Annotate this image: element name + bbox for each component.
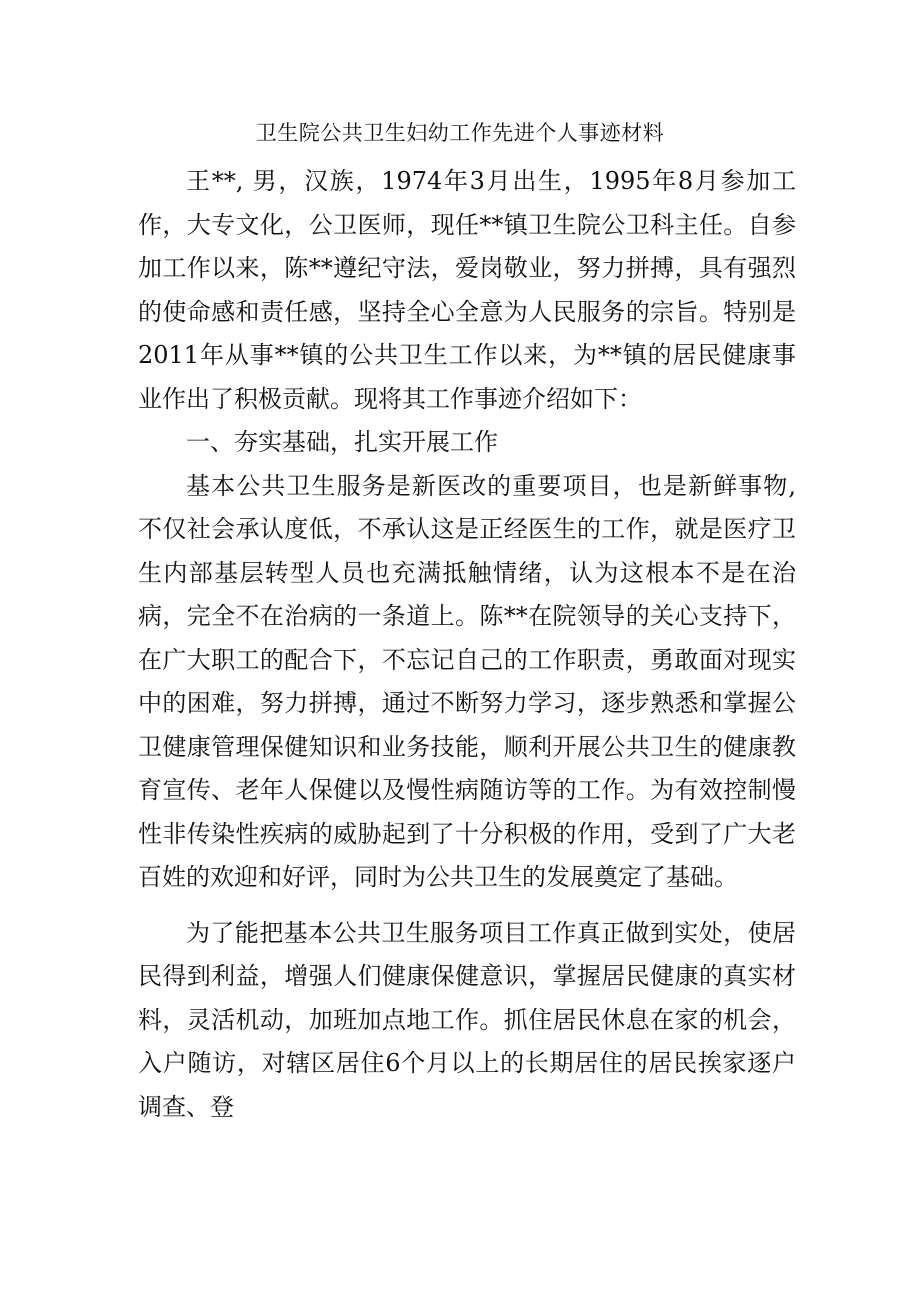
- paragraph-section-1-continued: 为了能把基本公共卫生服务项目工作真正做到实处，使居民得到利益，增强人们健康保健意识，掌握居民健康的真实材料，灵活机动，加班加点地工作。抓住居民休息在家的机会，入户随访，对辖区居住6个月以上的长期居住的居民挨家逐户调查、登: [138, 918, 796, 1121]
- document-body: [138, 160, 796, 1129]
- paragraph-intro: 王**, 男，汉族，1974年3月出生，1995年8月参加工作，大专文化，公卫医师，现任**镇卫生院公卫科主任。自参加工作以来，陈**遵纪守法，爱岗敬业，努力拼搏，具有强烈的使命感和责任感，坚持全心全意为人民服务的宗旨。特别是2011年从事**镇的公共卫生工作以来，为**镇的居民健康事业作出了积极贡献。现将其工作事迹介绍如下：: [138, 167, 796, 413]
- document-title: 卫生院公共卫生妇幼工作先进个人事迹材料: [255, 121, 665, 145]
- paragraph-section-1: 基本公共卫生服务是新医改的重要项目，也是新鲜事物, 不仅社会承认度低，不承认这是正经医生的工作，就是医疗卫生内部基层转型人员也充满抵触情绪，认为这根本不是在治病，完全不在治病的一条道上。陈**在院领导的关心支持下，在广大职工的配合下，不忘记自己的工作职责，勇敢面对现实中的困难，努力拼搏，通过不断努力学习，逐步熟悉和掌握公卫健康管理保健知识和业务技能，顺利开展公共卫生的健康教育宣传、老年人保健以及慢性病随访等的工作。为有效控制慢性非传染性疾病的威胁起到了十分积极的作用，受到了广大老百姓的欢迎和好评，同时为公共卫生的发展奠定了基础。: [138, 471, 796, 891]
- section-heading-1: 一、夯实基础，扎实开展工作: [186, 428, 498, 456]
